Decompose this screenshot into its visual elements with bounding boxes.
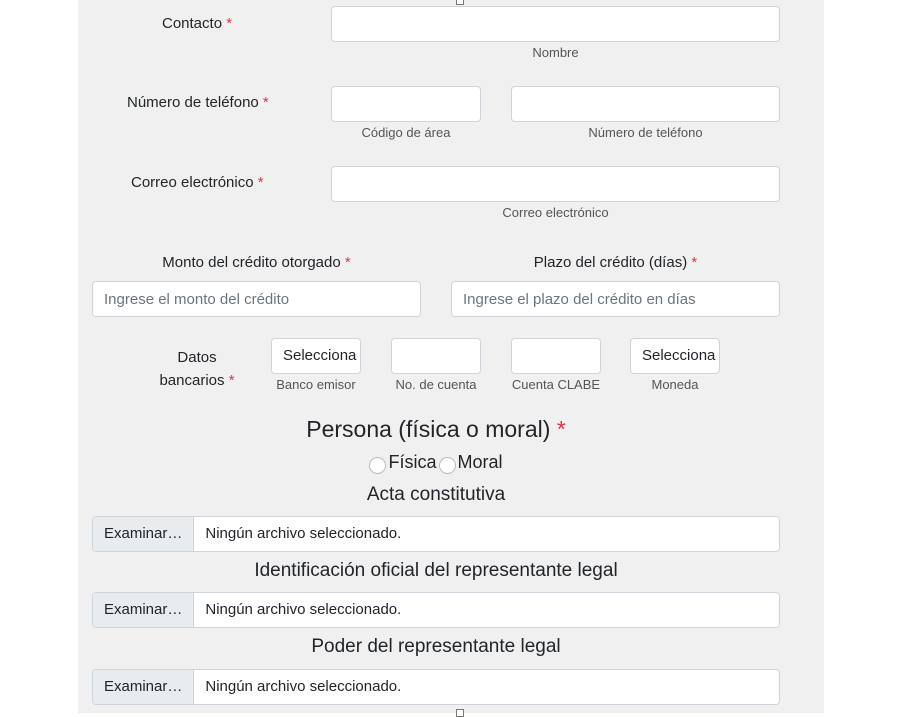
identificacion-title: Identificación oficial del representante legal [254,560,618,581]
contacto-label: Contacto * [162,15,233,32]
numero-telefono-input[interactable] [511,86,780,122]
identificacion-browse-button[interactable]: Examinar… [93,593,194,627]
banco-emisor-select[interactable]: Selecciona [271,338,361,374]
identificacion-file-status: Ningún archivo seleccionado. [205,601,402,618]
cuenta-clabe-helper: Cuenta CLABE [511,377,601,392]
cuenta-clabe-input[interactable] [511,338,601,374]
moral-label[interactable]: Moral [457,452,503,472]
poder-file-status: Ningún archivo seleccionado. [205,678,402,695]
numero-cuenta-helper: No. de cuenta [395,377,477,392]
correo-helper: Correo electrónico [502,205,609,220]
contacto-nombre-input[interactable] [331,6,780,42]
numero-telefono-helper: Número de teléfono [588,125,703,140]
monto-input[interactable] [92,281,421,317]
acta-browse-button[interactable]: Examinar… [93,517,194,551]
codigo-area-input[interactable] [331,86,481,122]
fisica-label[interactable]: Física [388,452,437,472]
moneda-select[interactable]: Selecciona [630,338,720,374]
datos-bancarios-label: Datos bancarios * [159,349,235,389]
acta-file-input[interactable] [92,516,780,552]
top-marker [456,0,464,5]
poder-browse-button[interactable]: Examinar… [93,670,194,704]
numero-cuenta-input[interactable] [391,338,481,374]
identificacion-file-input[interactable] [92,592,780,628]
banco-emisor-helper: Banco emisor [276,377,356,392]
persona-title: Persona (física o moral) * [306,416,566,442]
correo-input[interactable] [331,166,780,202]
bottom-marker [456,709,464,717]
moneda-helper: Moneda [651,377,699,392]
plazo-label: Plazo del crédito (días) * [533,254,698,271]
moral-radio[interactable] [439,457,456,474]
codigo-area-helper: Código de área [361,125,451,140]
telefono-label: Número de teléfono * [127,94,269,111]
persona-options [78,452,794,473]
acta-title: Acta constitutiva [366,484,506,505]
monto-label: Monto del crédito otorgado * [162,254,351,271]
poder-title: Poder del representante legal [311,636,561,657]
plazo-input[interactable] [451,281,780,317]
correo-label: Correo electrónico * [131,174,264,191]
acta-file-status: Ningún archivo seleccionado. [205,525,402,542]
poder-file-input[interactable] [92,669,780,705]
fisica-radio[interactable] [369,457,386,474]
contacto-helper: Nombre [532,45,579,60]
